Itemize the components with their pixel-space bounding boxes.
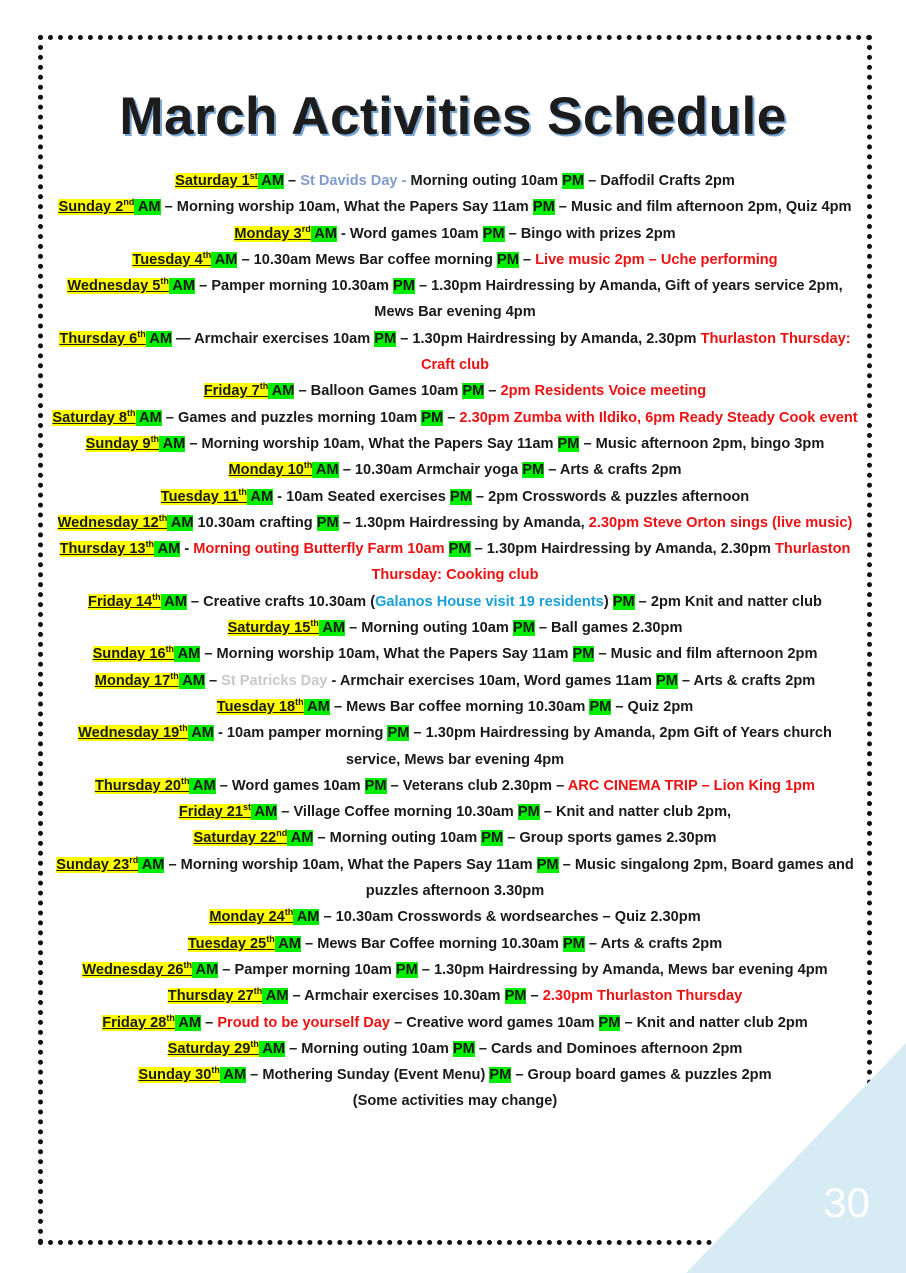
schedule-entries [52,168,858,1088]
day-text: Sunday 9 [85,435,151,452]
day-text: Wednesday 12 [57,514,159,531]
activity-text: – 1.30pm Hairdressing by Amanda, Mews bar evening 4pm [417,961,828,978]
day-label [56,854,139,873]
activity-text: – Cards and Dominoes afternoon 2pm [474,1040,743,1057]
day-label [193,830,287,846]
day-label [88,591,161,610]
day-text: Saturday 1 [175,173,250,189]
activity-text: - Armchair exercises 10am, Word games 11am [327,672,656,689]
schedule-entry [52,641,858,667]
pm-badge: PM [374,330,397,347]
am-badge: AM [310,225,337,242]
schedule-entry [52,168,858,194]
schedule-entry [52,221,858,247]
day-label [160,486,247,505]
activity-text: – Games and puzzles morning 10am [161,409,422,426]
day-text: Friday 21 [178,804,243,821]
day-text: Friday 7 [203,383,260,400]
pm-badge: PM [395,961,418,978]
special-day-text: St Davids Day - [300,173,411,189]
activity-text: – Arts & crafts 2pm [544,462,682,479]
pm-badge: PM [316,514,339,531]
day-ordinal-suffix: th [150,434,160,445]
schedule-entry [52,668,858,694]
pm-badge: PM [387,725,410,742]
activity-text: – Group sports games 2.30pm [503,830,717,847]
schedule-entry [52,536,858,589]
pm-badge: PM [532,199,555,216]
day-text: Thursday 13 [59,541,146,558]
day-text: Friday 28 [102,1014,167,1031]
highlight-event-text: Live music 2pm – Uche performing [535,251,778,268]
am-badge: AM [187,725,214,742]
activity-text: 10.30am crafting [193,514,317,531]
am-badge: AM [303,698,330,715]
activity-text: – 2pm Knit and natter club [634,593,822,610]
day-label [179,804,251,820]
schedule-list [52,168,858,1115]
pm-badge: PM [462,383,485,400]
am-badge: AM [268,383,295,400]
day-label [234,223,311,242]
schedule-entry [52,720,858,773]
am-badge: AM [258,1040,286,1057]
day-label [78,725,188,741]
day-label [138,1067,220,1083]
activity-text: – Mews Bar Coffee morning 10.30am [300,935,563,952]
am-badge: AM [168,278,196,295]
activity-text: – Music and film afternoon 2pm, Quiz 4pm [554,199,852,216]
pm-badge: PM [421,409,444,426]
am-badge: AM [318,620,346,637]
activity-text: – Morning outing 10am [313,830,482,847]
day-label [52,407,136,426]
day-ordinal-suffix: th [253,986,263,997]
day-text: Tuesday 11 [160,488,239,505]
activity-text: - [180,541,194,558]
day-label [132,252,211,268]
pm-badge: PM [589,698,612,715]
activity-text: – Mothering Sunday (Event Menu) [246,1067,490,1084]
activity-text: – [201,1014,218,1031]
day-text: Sunday 30 [138,1067,212,1084]
day-label [86,436,159,452]
pm-badge: PM [364,777,387,794]
activity-text: – Music afternoon 2pm, bingo 3pm [579,435,825,452]
activity-text: — Armchair exercises 10am [171,330,375,347]
day-ordinal-suffix: th [259,381,269,392]
schedule-entry [52,1036,858,1062]
activity-text: – 1.30pm Hairdressing by Amanda, 2.30pm [396,330,701,347]
am-badge: AM [174,646,201,663]
activity-text: – 1.30pm Hairdressing by Amanda, Gift of years service 2pm, Mews Bar evening 4pm [374,278,843,321]
activity-text: – [518,251,536,268]
pm-badge: PM [489,1067,512,1084]
activity-text: – Knit and natter club 2pm, [539,804,732,821]
day-text: Monday 10 [228,462,304,479]
activity-text: – [526,988,543,1005]
am-badge: AM [287,830,314,847]
activity-text: – Knit and natter club 2pm [620,1014,808,1031]
schedule-entry [52,1010,858,1036]
activity-text: – Morning worship 10am, What the Papers Say 11am [200,646,573,663]
day-ordinal-suffix: th [158,513,168,523]
pm-badge: PM [512,620,535,637]
am-badge: AM [219,1067,247,1084]
activity-text: – Balloon Games 10am [294,383,463,400]
am-badge: AM [262,988,289,1005]
schedule-entry [52,904,858,930]
pm-badge: PM [496,251,519,268]
highlight-event-text: 2.30pm Steve Orton sings (live music) [588,514,853,531]
activity-text: – Music and film afternoon 2pm [594,646,818,663]
day-label [94,775,190,794]
day-ordinal-suffix: rd [301,223,311,234]
activity-text: – 1.30pm Hairdressing by Amanda, [338,514,589,531]
day-label [59,328,146,347]
day-text: Sunday 16 [92,646,166,663]
activity-text: – 1.30pm Hairdressing by Amanda, 2.30pm [470,541,775,558]
day-text: Saturday 15 [227,620,311,637]
schedule-entry [52,273,858,326]
activity-text: – Veterans club 2.30pm – [386,777,568,794]
day-text: Thursday 27 [167,988,254,1005]
am-badge: AM [154,541,181,558]
am-badge: AM [274,935,301,952]
schedule-entry [52,431,858,457]
schedule-entry [52,457,858,483]
pm-badge: PM [448,541,471,558]
pm-badge: PM [536,856,559,873]
day-ordinal-suffix: rd [129,854,139,865]
pm-badge: PM [482,225,505,242]
schedule-entry [52,799,858,825]
pm-badge: PM [598,1014,621,1031]
day-label [67,278,169,294]
day-text: Wednesday 26 [82,961,184,978]
am-badge: AM [246,488,274,505]
pm-badge: PM [655,672,678,689]
day-ordinal-suffix: nd [123,197,135,208]
am-badge: AM [160,593,187,610]
day-text: Monday 3 [234,225,302,242]
day-text: Wednesday 5 [67,278,161,295]
am-badge: AM [189,777,216,794]
activity-text: – 10.30am Armchair yoga [338,462,523,479]
schedule-entry [52,247,858,273]
day-ordinal-suffix: th [183,960,193,971]
footer-note: (Some activities may change) [352,1093,558,1110]
activity-text: - 10am Seated exercises [273,488,450,505]
day-ordinal-suffix: th [266,933,275,944]
activity-text: - 10am pamper morning [213,725,388,742]
day-ordinal-suffix: th [145,539,155,550]
activity-text: – Quiz 2pm [611,698,694,715]
day-label [60,541,154,557]
schedule-entry [52,1062,858,1088]
activity-text: – Morning outing 10am [345,620,513,637]
pm-badge: PM [481,830,504,847]
highlight-event-text: 2pm Residents Voice meeting [500,383,707,400]
pm-badge: PM [449,488,472,505]
activity-text: – Pamper morning 10.30am [195,278,394,295]
day-ordinal-suffix: th [152,591,161,602]
activity-text: ) [603,593,613,610]
day-label [209,909,293,925]
activity-text: – 1.30pm Hairdressing by Amanda, 2pm Gift of Years church service, Mews bar evening 4pm [345,725,832,768]
activity-text: – Music singalong 2pm, Board games and puzzles afternoon 3.30pm [365,856,854,900]
day-label [217,699,304,715]
day-ordinal-suffix: th [127,407,136,418]
day-text: Saturday 29 [167,1040,251,1057]
day-label [94,670,179,689]
day-label [228,620,319,636]
pm-badge: PM [517,804,540,821]
day-text: Saturday 8 [52,409,128,426]
highlight-event-text: Thurlaston Thursday: Cooking club [371,541,851,584]
schedule-entry [52,615,858,641]
am-badge: AM [293,909,320,926]
day-label [82,962,192,978]
schedule-entry [52,484,858,510]
day-label [58,199,134,215]
day-text: Tuesday 4 [132,251,203,268]
day-ordinal-suffix: th [165,644,175,655]
activity-text: – 10.30am Crosswords & wordsearches – Quiz 2.30pm [319,909,701,926]
day-label [167,1038,259,1057]
activity-text: - Word games 10am [336,225,483,242]
activity-text: – Arts & crafts 2pm [677,672,816,689]
activity-text: – Word games 10am [215,777,365,794]
day-text: Tuesday 18 [216,698,296,715]
activity-text: – Creative word games 10am [390,1014,599,1031]
day-ordinal-suffix: th [202,250,212,261]
page-number: 30 [823,1179,870,1226]
day-label [168,988,262,1004]
day-ordinal-suffix: nd [276,828,288,839]
day-text: Thursday 20 [94,777,181,794]
day-ordinal-suffix: th [179,723,188,734]
day-text: Sunday 23 [56,856,130,873]
activity-text: – Group board games & puzzles 2pm [511,1067,772,1084]
am-badge: AM [312,462,339,479]
pm-badge: PM [562,935,585,952]
activity-text: – Morning outing 10am [285,1040,453,1057]
day-label [229,462,313,478]
am-badge: AM [211,251,238,268]
day-ordinal-suffix: th [160,276,169,287]
highlight-event-text: 2.30pm Thurlaston Thursday [542,988,743,1005]
pm-badge: PM [562,173,585,189]
schedule-entry [52,194,858,220]
activity-text: Morning outing 10am [410,173,563,189]
day-label [187,933,275,952]
schedule-entry [52,931,858,957]
am-badge: AM [178,672,205,689]
schedule-entry [52,983,858,1009]
schedule-entry [52,378,858,404]
day-ordinal-suffix: st [242,802,251,813]
pm-badge: PM [522,462,545,479]
activity-text: – Morning worship 10am, What the Papers Say 11am [160,199,533,216]
schedule-entry [52,405,858,431]
activity-text: – Morning worship 10am, What the Papers Say 11am [164,856,537,873]
day-ordinal-suffix: th [180,775,190,786]
activity-text: – Mews Bar coffee morning 10.30am [329,698,590,715]
day-label [204,383,268,399]
highlight-event-text: ARC CINEMA TRIP – Lion King 1pm [567,777,816,794]
activity-text: – [484,383,501,400]
day-text: Monday 24 [209,909,285,926]
activity-text: – Pamper morning 10am [218,961,396,978]
day-ordinal-suffix: th [284,907,294,918]
am-badge: AM [257,173,284,189]
day-text: Sunday 2 [58,199,124,216]
highlight-event-text: Proud to be yourself Day [217,1014,391,1031]
day-label [175,173,258,189]
activity-text: – [443,409,460,426]
schedule-entry [52,852,858,905]
activity-text: – 2pm Crosswords & puzzles afternoon [471,488,750,505]
am-badge: AM [192,961,219,978]
day-ordinal-suffix: th [238,486,247,497]
am-badge: AM [167,514,194,531]
pm-badge: PM [612,593,635,610]
day-ordinal-suffix: th [295,697,304,708]
day-ordinal-suffix: th [250,1038,259,1049]
day-text: Thursday 6 [59,330,138,347]
schedule-entry [52,694,858,720]
am-badge: AM [134,199,161,216]
highlight-event-text: Morning outing Butterfly Farm 10am [193,541,449,558]
activity-text: – Armchair exercises 10.30am [288,988,505,1005]
activity-text: – Arts & crafts 2pm [584,935,723,952]
am-badge: AM [145,330,172,347]
schedule-entry [52,510,858,536]
am-badge: AM [174,1014,202,1031]
am-badge: AM [135,409,162,426]
visit-note-text: Galanos House visit 19 residents [375,593,604,610]
day-text: Friday 14 [88,593,153,610]
schedule-entry [52,957,858,983]
schedule-entry [52,589,858,615]
activity-text: – [283,173,301,189]
day-label [58,515,168,531]
am-badge: AM [159,435,186,452]
pm-badge: PM [504,988,527,1005]
activity-text: – Bingo with prizes 2pm [504,225,676,242]
activity-text: – Morning worship 10am, What the Papers Say 11am [185,435,558,452]
page-title: March Activities Schedule [119,87,787,146]
day-text: Saturday 22 [193,830,277,847]
day-ordinal-suffix: th [211,1065,220,1076]
special-day-text: St Patricks Day [221,672,328,689]
schedule-entry [52,825,858,851]
day-ordinal-suffix: th [310,618,319,629]
day-ordinal-suffix: th [166,1012,175,1023]
day-ordinal-suffix: th [137,328,146,339]
highlight-event-text: Thurlaston Thursday: Craft club [420,330,851,374]
day-ordinal-suffix: th [170,670,179,681]
day-text: Tuesday 25 [187,935,267,952]
am-badge: AM [251,804,278,821]
pm-badge: PM [572,646,595,663]
activity-text: – [204,672,222,689]
activity-text: – Ball games 2.30pm [534,620,683,637]
day-ordinal-suffix: st [249,171,258,182]
day-label [102,1012,175,1031]
day-text: Wednesday 19 [78,725,180,742]
day-label [93,646,175,662]
pm-badge: PM [452,1040,475,1057]
activity-text: – 10.30am Mews Bar coffee morning [237,251,497,268]
day-text: Monday 17 [94,672,171,689]
activity-text: – Daffodil Crafts 2pm [584,173,735,189]
pm-badge: PM [393,278,415,295]
schedule-entry [52,326,858,379]
day-ordinal-suffix: th [303,460,313,471]
activity-text: – Creative crafts 10.30am ( [186,593,376,610]
activity-text: – Village Coffee morning 10.30am [277,804,518,821]
am-badge: AM [138,856,165,873]
highlight-event-text: 2.30pm Zumba with Ildiko, 6pm Ready Steady Cook event [459,409,858,426]
pm-badge: PM [557,435,580,452]
schedule-entry [52,773,858,799]
